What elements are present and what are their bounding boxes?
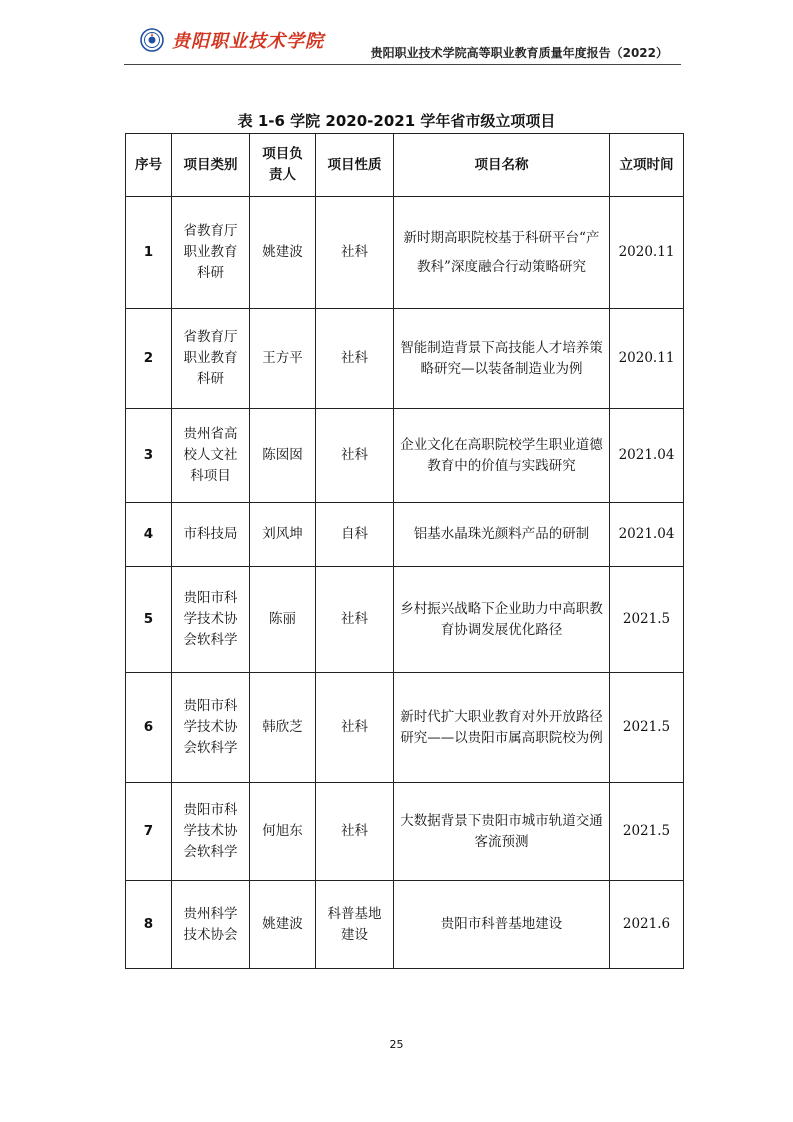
cell-date: 2020.11: [610, 309, 684, 409]
table-row: [126, 197, 684, 309]
cell-project-name: 企业文化在高职院校学生职业道德教育中的价值与实践研究: [394, 409, 610, 503]
cell-date: 2021.5: [610, 567, 684, 673]
cell-category: 市科技局: [172, 503, 250, 567]
cell-date: 2021.04: [610, 409, 684, 503]
cell-date: 2021.5: [610, 673, 684, 783]
cell-nature: 科普基地建设: [316, 881, 394, 969]
cell-category: 省教育厅职业教育科研: [172, 197, 250, 309]
table-row: [126, 409, 684, 503]
cell-nature: 社科: [316, 567, 394, 673]
logo-text: 贵阳职业技术学院: [172, 31, 324, 52]
cell-category: 贵阳市科学技术协会软科学: [172, 783, 250, 881]
projects-table: [125, 133, 684, 969]
cell-seq: 8: [126, 881, 172, 969]
header-date: 立项时间: [610, 134, 684, 197]
cell-leader: 刘风坤: [250, 503, 316, 567]
cell-seq: 3: [126, 409, 172, 503]
cell-date: 2021.04: [610, 503, 684, 567]
header-leader: 项目负责人: [250, 134, 316, 197]
table-row: [126, 309, 684, 409]
cell-date: 2020.11: [610, 197, 684, 309]
cell-project-name: 贵阳市科普基地建设: [394, 881, 610, 969]
cell-leader: 姚建波: [250, 197, 316, 309]
cell-leader: 陈丽: [250, 567, 316, 673]
table-row: [126, 567, 684, 673]
table-header-row: [126, 134, 684, 197]
header-nature: 项目性质: [316, 134, 394, 197]
page-header: [0, 0, 793, 72]
cell-date: 2021.5: [610, 783, 684, 881]
college-logo: [140, 26, 324, 54]
cell-category: 贵阳市科学技术协会软科学: [172, 567, 250, 673]
cell-nature: 自科: [316, 503, 394, 567]
cell-nature: 社科: [316, 409, 394, 503]
cell-leader: 姚建波: [250, 881, 316, 969]
header-name: 项目名称: [394, 134, 610, 197]
cell-nature: 社科: [316, 783, 394, 881]
cell-leader: 何旭东: [250, 783, 316, 881]
report-title: 贵阳职业技术学院高等职业教育质量年度报告（2022）: [370, 46, 668, 60]
cell-seq: 6: [126, 673, 172, 783]
cell-seq: 1: [126, 197, 172, 309]
cell-nature: 社科: [316, 197, 394, 309]
cell-project-name: 智能制造背景下高技能人才培养策略研究—以装备制造业为例: [394, 309, 610, 409]
cell-project-name: 新时代扩大职业教育对外开放路径研究——以贵阳市属高职院校为例: [394, 673, 610, 783]
cell-project-name: 大数据背景下贵阳市城市轨道交通客流预测: [394, 783, 610, 881]
table-row: [126, 503, 684, 567]
cell-seq: 2: [126, 309, 172, 409]
header-category: 项目类别: [172, 134, 250, 197]
header-seq: 序号: [126, 134, 172, 197]
cell-seq: 4: [126, 503, 172, 567]
cell-project-name: 铝基水晶珠光颜料产品的研制: [394, 503, 610, 567]
cell-nature: 社科: [316, 309, 394, 409]
table-row: [126, 783, 684, 881]
cell-date: 2021.6: [610, 881, 684, 969]
cell-category: 贵州省高校人文社科项目: [172, 409, 250, 503]
cell-nature: 社科: [316, 673, 394, 783]
cell-project-name: 新时期高职院校基于科研平台“产教科”深度融合行动策略研究: [394, 197, 610, 309]
college-seal-icon: [140, 28, 164, 52]
page-number: 25: [389, 1038, 404, 1051]
table-row: [126, 673, 684, 783]
cell-category: 贵阳市科学技术协会软科学: [172, 673, 250, 783]
table-caption: 表 1-6 学院 2020-2021 学年省市级立项项目: [237, 112, 556, 130]
cell-leader: 韩欣芝: [250, 673, 316, 783]
cell-project-name: 乡村振兴战略下企业助力中高职教育协调发展优化路径: [394, 567, 610, 673]
cell-seq: 5: [126, 567, 172, 673]
cell-category: 省教育厅职业教育科研: [172, 309, 250, 409]
header-divider: [124, 64, 681, 65]
table-row: [126, 881, 684, 969]
cell-leader: 王方平: [250, 309, 316, 409]
cell-category: 贵州科学技术协会: [172, 881, 250, 969]
cell-leader: 陈囡囡: [250, 409, 316, 503]
cell-seq: 7: [126, 783, 172, 881]
